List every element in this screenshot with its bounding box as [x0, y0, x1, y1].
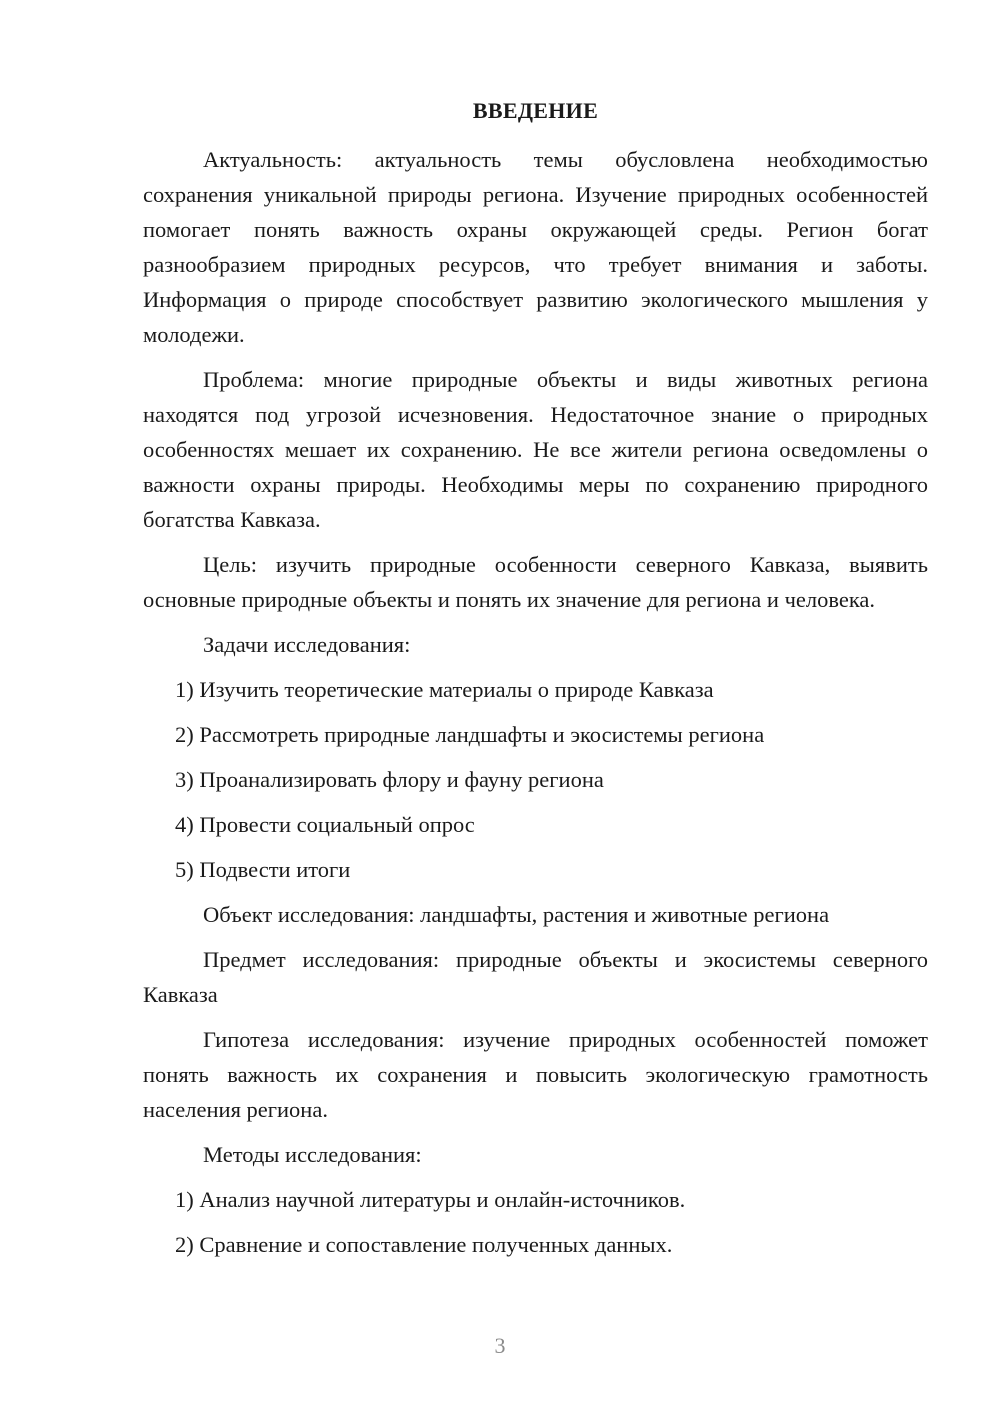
- section-title: ВВЕДЕНИЕ: [472, 98, 599, 123]
- object-paragraph: Объект исследования: ландшафты, растения и животные региона: [203, 902, 830, 927]
- document-page: [143, 96, 928, 1272]
- task-item: 1) Изучить теоретические материалы о природе Кавказа: [175, 677, 714, 702]
- methods-heading: Методы исследования:: [203, 1142, 422, 1167]
- tasks-heading: Задачи исследования:: [203, 632, 411, 657]
- goal-paragraph: Цель: изучить природные особенности северного Кавказа, выявить основные природные объекты и понять их значение для региона и человека.: [143, 552, 928, 612]
- task-item: 2) Рассмотреть природные ландшафты и экосистемы региона: [175, 722, 765, 747]
- subject-paragraph: Предмет исследования: природные объекты и экосистемы северного Кавказа: [143, 947, 928, 1007]
- page-number: 3: [494, 1333, 506, 1358]
- method-item: 2) Сравнение и сопоставление полученных данных.: [175, 1232, 673, 1257]
- relevance-paragraph: Актуальность: актуальность темы обусловлена необходимостью сохранения уникальной природы региона. Изучение природных особенностей помогает понять важность охраны окружающей среды. Регион богат разнообразием природных ресурсов, что требует внимания и заботы. Информация о природе способствует развитию экологического мышления у молодежи.: [143, 147, 928, 347]
- task-item: 5) Подвести итоги: [175, 857, 351, 882]
- problem-paragraph: Проблема: многие природные объекты и виды животных региона находятся под угрозой исчезновения. Недостаточное знание о природных особенностях мешает их сохранению. Не все жители региона осведомлены о важности охраны природы. Необходимы меры по сохранению природного богатства Кавказа.: [143, 367, 928, 532]
- task-item: 3) Проанализировать флору и фауну региона: [175, 767, 604, 792]
- hypothesis-paragraph: Гипотеза исследования: изучение природных особенностей поможет понять важность их сохранения и повысить экологическую грамотность населения региона.: [143, 1027, 928, 1122]
- method-item: 1) Анализ научной литературы и онлайн-источников.: [175, 1187, 686, 1212]
- task-item: 4) Провести социальный опрос: [175, 812, 475, 837]
